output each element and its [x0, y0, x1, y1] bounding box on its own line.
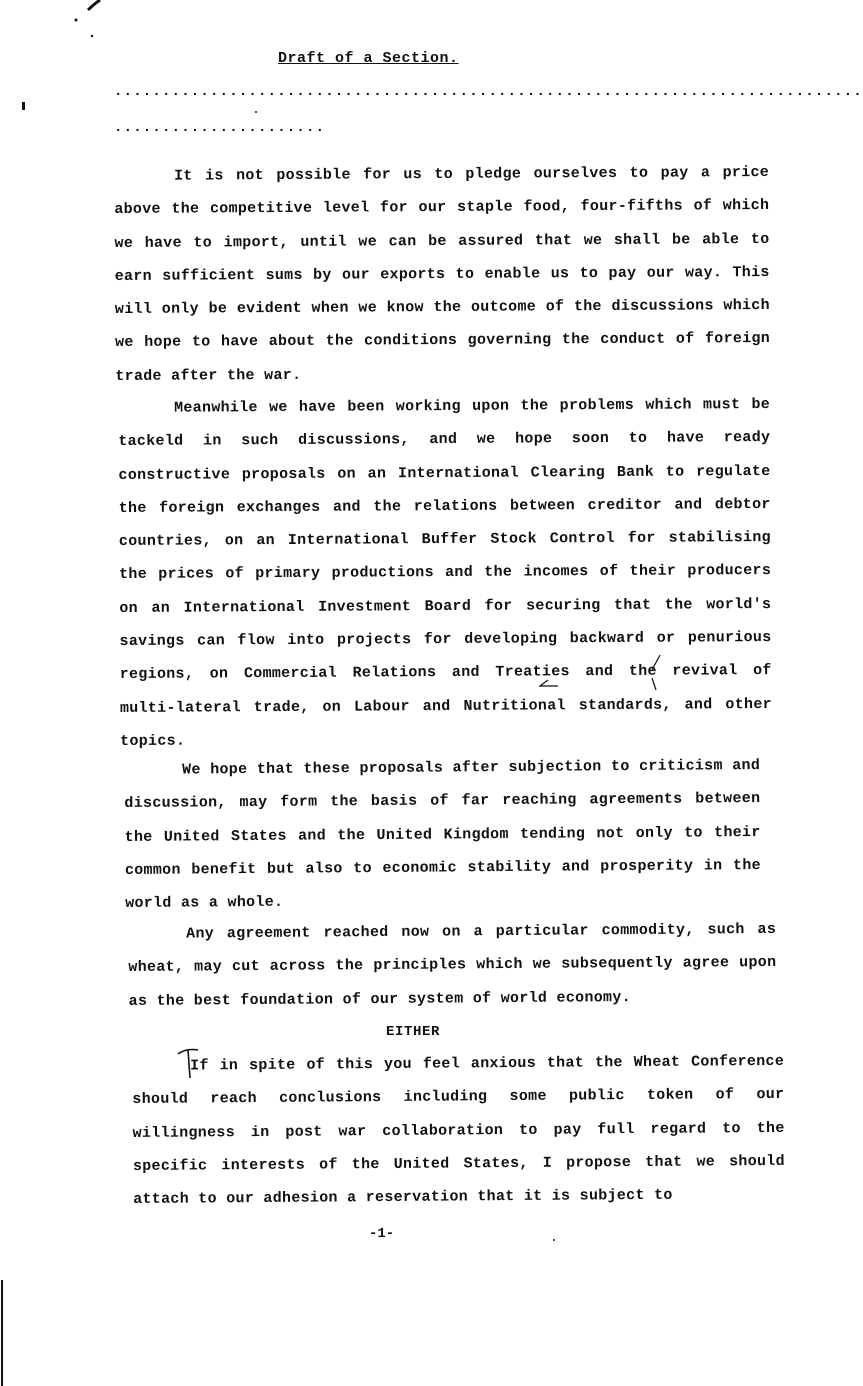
paragraph: If in spite of this you feel anxious that the Wheat Conference should reach conclusions including some public token of our willingness in post war collaboration to pay full regard to the specific interests of the United States, I propose that we should attach to our adhesion a reservation that it is subject to [132, 1052, 785, 1209]
ink-mark [255, 111, 257, 113]
dotted-line: ...................... [114, 120, 326, 136]
paragraph: We hope that these proposals after subjection to criticism and discussion, may form the basis of far reaching agreements between the United States and the United Kingdom tending not only to their common benefit but also to economic stability and prosperity in the world as a whole. [124, 757, 761, 913]
paragraph: Any agreement reached now on a particular commodity, such as wheat, may cut across the principles which we subsequently agree upon as the best foundation of our system of world economy. [128, 920, 777, 1010]
ink-mark [88, 0, 100, 10]
paragraph: Meanwhile we have been working upon the problems which must be tackeld in such discussions, and we hope soon to have ready constructive proposals on an International Clearing Bank to regulate the foreign exchanges and the relations between creditor and debtor countries, on an International Buffer Stock Control for stabilising the prices of primary productions and the incomes of their producers on an International Investment Board for securing that the world's savings can flow into projects for developing backward or penurious regions, on Commercial Relations and Treaties and the revival of multi-lateral trade, on Labour and Nutritional standards, and other topics. [118, 396, 772, 750]
either-label: EITHER [386, 1024, 441, 1040]
ink-mark [75, 19, 78, 22]
ink-mark [22, 102, 25, 110]
paragraph: It is not possible for us to pledge ourselves to pay a price above the competitive level for our staple food, four-fifths of which we have to import, until we can be assured that we shall be able to earn sufficient sums by our exports to enable us to pay our way. This will only be evident when we know the outcome of the discussions which we hope to have about the conditions governing the conduct of foreign trade after the war. [114, 163, 771, 385]
ink-mark [91, 35, 93, 37]
dotted-line: .............................................................................. [114, 84, 863, 100]
page-number: -1- [369, 1226, 395, 1242]
ink-mark [553, 1239, 555, 1241]
document-title: Draft of a Section. [278, 50, 459, 67]
